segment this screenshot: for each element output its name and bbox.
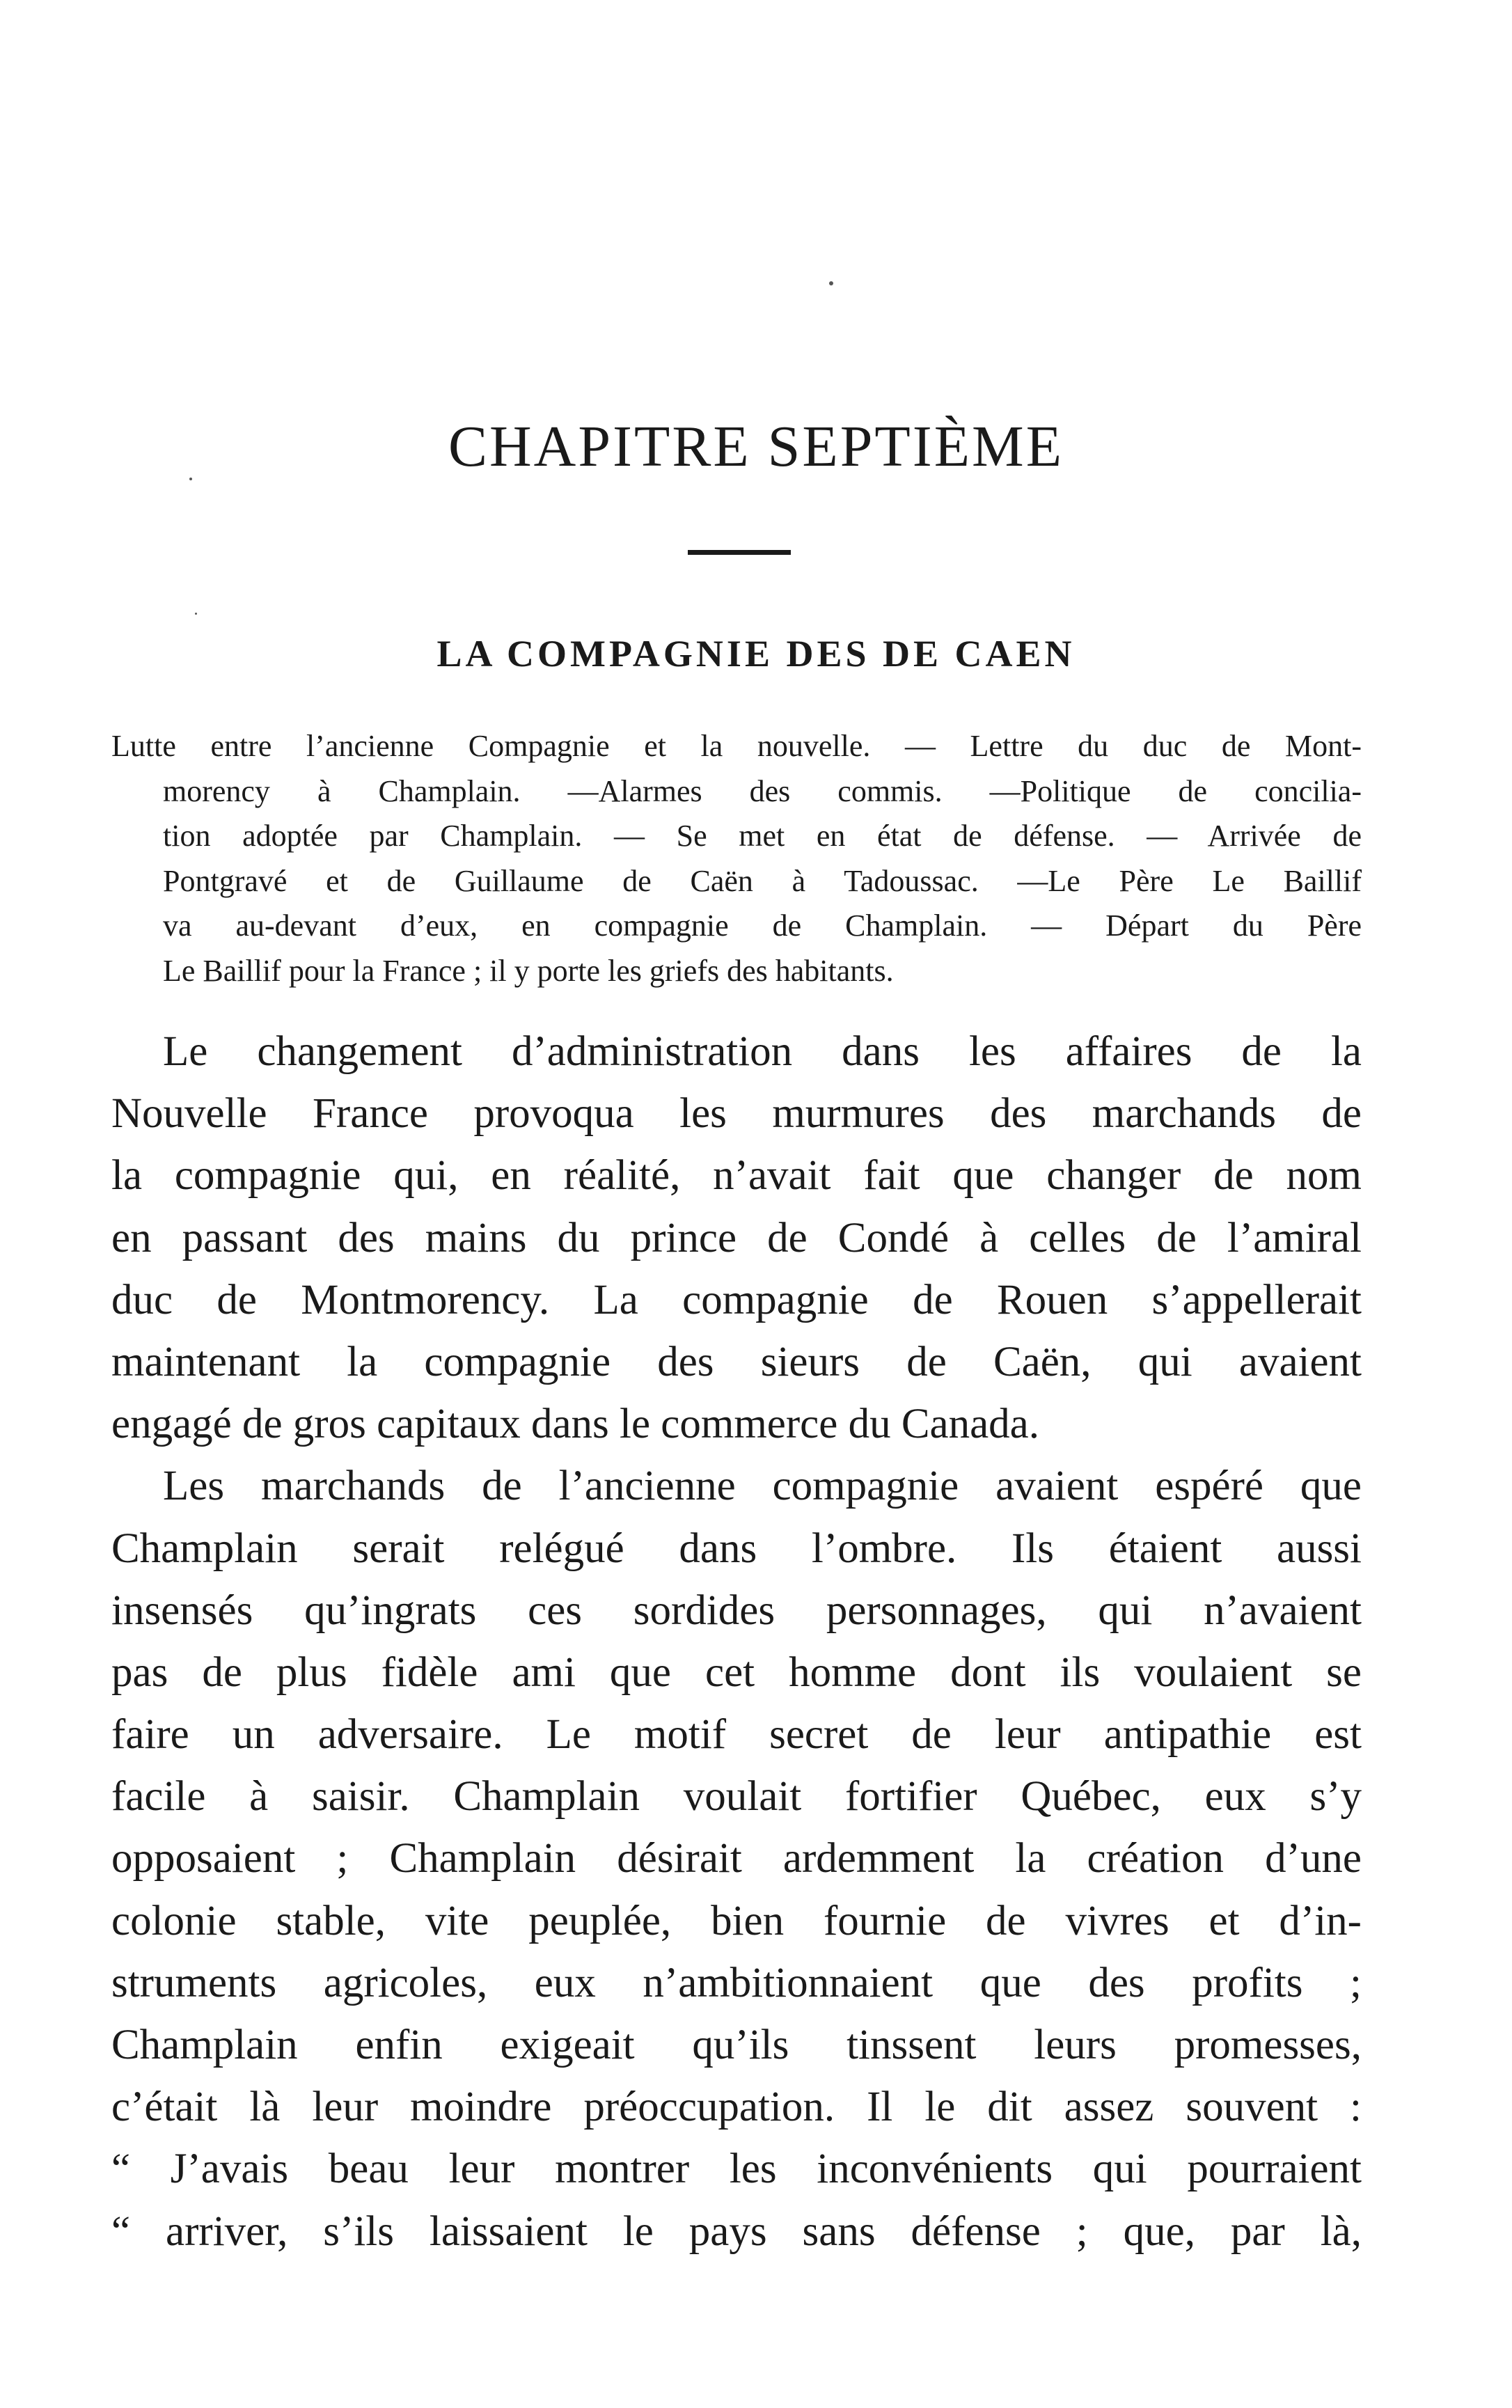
body-line: Champlain enfin exigeait qu’ils tinssent leurs promesses, [111,2022,1362,2068]
summary-line: Pontgravé et de Guillaume de Caën à Tadoussac. —Le Père Le Baillif [163,863,1362,898]
body-line: duc de Montmorency. La compagnie de Rouen s’appellerait [111,1276,1362,1323]
body-line: Champlain serait relégué dans l’ombre. Ils étaient aussi [111,1525,1362,1572]
title-rule [688,550,791,555]
body-line: maintenant la compagnie des sieurs de Caën, qui avaient [111,1338,1362,1385]
print-speck [195,613,197,615]
body-line: engagé de gros capitaux dans le commerce du Canada. [111,1401,1039,1448]
body-line: en passant des mains du prince de Condé à celles de l’amiral [111,1214,1362,1261]
body-line: Le changement d’administration dans les affaires de la [163,1028,1362,1075]
body-line: Les marchands de l’ancienne compagnie avaient espéré que [163,1463,1362,1510]
summary-line: tion adoptée par Champlain. — Se met en état de défense. — Arrivée de [163,819,1362,853]
body-line: c’était là leur moindre préoccupation. Il le dit assez souvent : [111,2084,1362,2131]
body-line: faire un adversaire. Le motif secret de leur antipathie est [111,1711,1362,1758]
body-line: struments agricoles, eux n’ambitionnaient que des profits ; [111,1959,1362,2006]
chapter-title: CHAPITRE SEPTIÈME [448,414,1064,479]
body-line: “ J’avais beau leur montrer les inconvénients qui pourraient [111,2146,1362,2193]
summary-line: Le Baillif pour la France ; il y porte les griefs des habitants. [163,953,894,988]
summary-line: morency à Champlain. —Alarmes des commis. —Politique de concilia- [163,773,1362,808]
print-speck [829,281,833,285]
body-line: opposaient ; Champlain désirait ardemment la création d’une [111,1835,1362,1882]
summary-line: va au-devant d’eux, en compagnie de Champlain. — Départ du Père [163,908,1362,943]
body-line: insensés qu’ingrats ces sordides personnages, qui n’avaient [111,1587,1362,1634]
section-title: LA COMPAGNIE DES DE CAEN [436,633,1076,675]
body-line: facile à saisir. Champlain voulait fortifier Québec, eux s’y [111,1773,1362,1820]
body-line: colonie stable, vite peuplée, bien fournie de vivres et d’in- [111,1897,1362,1944]
body-line: la compagnie qui, en réalité, n’avait fait que changer de nom [111,1152,1362,1199]
summary-line: Lutte entre l’ancienne Compagnie et la nouvelle. — Lettre du duc de Mont- [111,729,1362,763]
body-text [111,1021,1362,2263]
print-speck [189,478,192,480]
chapter-summary [111,724,1362,993]
body-line: pas de plus fidèle ami que cet homme dont ils voulaient se [111,1648,1362,1696]
body-line: “ arriver, s’ils laissaient le pays sans défense ; que, par là, [111,2208,1362,2255]
body-line: Nouvelle France provoqua les murmures des marchands de [111,1090,1362,1138]
